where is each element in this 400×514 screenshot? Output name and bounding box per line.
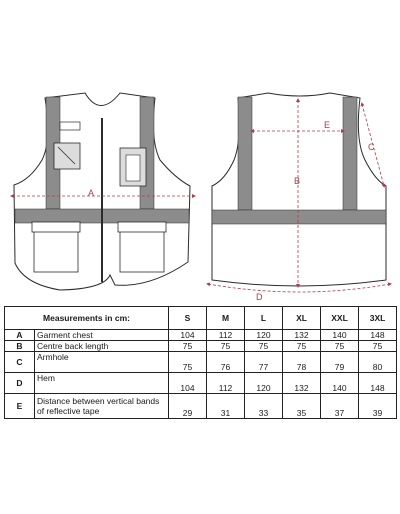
label-b: B [294, 176, 301, 186]
back-left-vertical-tape [238, 97, 252, 210]
cell-value: 112 [207, 373, 245, 394]
measurement-table [4, 306, 397, 419]
header-measurements: Measurements in cm: [5, 307, 169, 330]
row-code: C [5, 352, 35, 373]
cell-value: 78 [283, 352, 321, 373]
cell-value: 104 [169, 330, 207, 341]
row-label: Hem [35, 373, 169, 394]
row-label-line: of reflective tape [37, 406, 100, 416]
cell-value: 76 [207, 352, 245, 373]
cell-value: 75 [169, 352, 207, 373]
cell-value: 33 [245, 394, 283, 419]
cell-value: 80 [359, 352, 397, 373]
header-size-m: M [207, 307, 245, 330]
cell-value: 75 [359, 341, 397, 352]
cell-value: 140 [321, 373, 359, 394]
cell-value: 79 [321, 352, 359, 373]
row-code: D [5, 373, 35, 394]
cell-value: 75 [169, 341, 207, 352]
header-size-3xl: 3XL [359, 307, 397, 330]
cell-value: 132 [283, 373, 321, 394]
cell-value: 75 [207, 341, 245, 352]
table-row [5, 341, 397, 352]
cell-value: 31 [207, 394, 245, 419]
label-a: A [88, 188, 95, 198]
vest-back-view [208, 93, 390, 302]
header-size-s: S [169, 307, 207, 330]
pen-loop [60, 122, 80, 130]
header-size-l: L [245, 307, 283, 330]
cell-value: 120 [245, 373, 283, 394]
cell-value: 104 [169, 373, 207, 394]
row-label: Garment chest [35, 330, 169, 341]
label-d: D [256, 292, 263, 302]
row-label: Centre back length [35, 341, 169, 352]
row-code: E [5, 394, 35, 419]
vest-front-view [12, 93, 194, 290]
table-row [5, 330, 397, 341]
cell-value: 132 [283, 330, 321, 341]
cell-value: 148 [359, 330, 397, 341]
table-row [5, 394, 397, 419]
label-e: E [324, 120, 331, 130]
back-right-vertical-tape [343, 97, 357, 210]
cell-value: 29 [169, 394, 207, 419]
label-c: C [368, 142, 375, 152]
row-label: Armhole [35, 352, 169, 373]
table-row [5, 352, 397, 373]
cell-value: 120 [245, 330, 283, 341]
row-code: B [5, 341, 35, 352]
cell-value: 35 [283, 394, 321, 419]
back-horizontal-tape [212, 210, 386, 224]
row-label-line: Distance between vertical bands [37, 396, 160, 406]
cell-value: 39 [359, 394, 397, 419]
vest-technical-drawing [0, 60, 400, 305]
header-size-xxl: XXL [321, 307, 359, 330]
cell-value: 140 [321, 330, 359, 341]
cell-value: 148 [359, 373, 397, 394]
cell-value: 75 [283, 341, 321, 352]
row-label-multiline [35, 394, 169, 419]
cell-value: 112 [207, 330, 245, 341]
cell-value: 77 [245, 352, 283, 373]
table-header-row [5, 307, 397, 330]
row-code: A [5, 330, 35, 341]
header-size-xl: XL [283, 307, 321, 330]
cell-value: 37 [321, 394, 359, 419]
cell-value: 75 [321, 341, 359, 352]
table-row [5, 373, 397, 394]
cell-value: 75 [245, 341, 283, 352]
